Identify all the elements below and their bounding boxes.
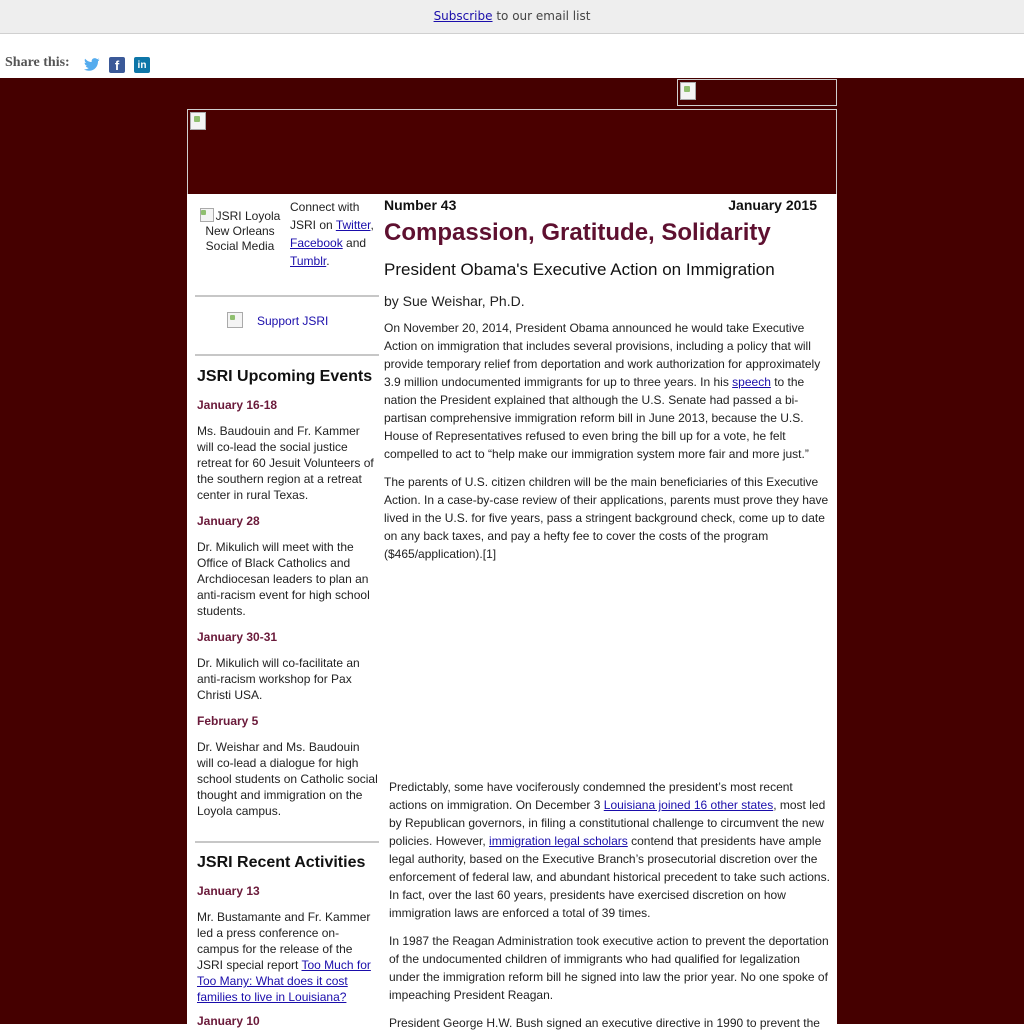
article-byline: by Sue Weishar, Ph.D. (384, 293, 525, 309)
connect-prefix: Connect with JSRI on (290, 200, 360, 232)
header-banner-image (187, 109, 837, 195)
connect-text (290, 198, 380, 270)
connect-suffix: . (326, 254, 330, 268)
paragraph-text: to the nation the President explained that although the U.S. Senate had passed a bi-partisan comprehensive immigration reform bill in June 2013, because the U.S. House of Representatives refused to even bring the bill up for a vote, he felt compelled to act to “help make our immigration system more fair and more just.” (384, 375, 809, 461)
activities-heading: JSRI Recent Activities (197, 854, 366, 871)
event-date: February 5 (197, 714, 259, 728)
article-paragraph: The parents of U.S. citizen children will be the main beneficiaries of this Executive Action. In a case-by-case review of their applications, parents must prove they have lived in the U.S. for five years, pass a stringent background check, come up to date on any back taxes, and pay a hefty fee to cover the costs of the program ($465/application).[1] (384, 475, 829, 561)
twitter-link[interactable]: Twitter (335, 218, 371, 232)
events-heading: JSRI Upcoming Events (197, 368, 373, 385)
facebook-link[interactable]: Facebook (290, 236, 343, 250)
event-text: Ms. Baudouin and Fr. Kammer will co-lead the social justice retreat for 60 Jesuit Volunteers of the southern region at a retreat center in rural Texas. (197, 424, 374, 502)
event-text: Dr. Weishar and Ms. Baudouin will co-lead a dialogue for high school students on Catholic social thought and immigration on the Loyola campus. (197, 740, 378, 818)
broken-image-icon (200, 208, 214, 222)
broken-image-icon (190, 112, 206, 130)
linkedin-icon[interactable]: in (134, 57, 150, 73)
activity-date: January 13 (197, 884, 260, 898)
tumblr-link[interactable]: Tumblr (290, 254, 327, 268)
connect-sep: and (342, 236, 367, 250)
activity-text (197, 909, 379, 1005)
divider (195, 841, 379, 843)
newsletter-content (187, 194, 837, 1030)
event-date: January 28 (197, 514, 260, 528)
event-date: January 16-18 (197, 398, 278, 412)
share-bar (0, 34, 1024, 78)
article-paragraph: In 1987 the Reagan Administration took executive action to prevent the deportation of the undocumented children of immigrants who had qualified for legalization under the immigration reform bill he signed into law the prior year. No one spoke of impeaching President Reagan. (389, 934, 829, 1002)
issue-date: January 2015 (728, 197, 817, 213)
connect-sep: , (370, 218, 374, 232)
subscribe-link[interactable]: Subscribe (433, 9, 493, 23)
divider (195, 354, 379, 356)
paragraph-text: contend that presidents have ample legal authority, based on the Executive Branch’s prosecutorial discretion over the enforcement of federal law, and abundant historical precedent to take such actions. In fact, over the last 60 years, presidents have exercised discretion on how immigration laws are enforced a total of 39 times. (389, 834, 830, 920)
subscribe-text: to our email list (492, 9, 591, 23)
activity-text-body: Mr. Bustamante and Fr. Kammer led a press conference on-campus for the release of the JSRI special report (197, 910, 371, 972)
broken-image-icon (227, 312, 243, 328)
article (384, 194, 836, 1030)
social-media-image[interactable] (199, 208, 281, 254)
paragraph-text: Predictably, some have vociferously condemned the president’s most recent actions on immigration. On December 3 (389, 780, 793, 812)
issue-number: Number 43 (384, 197, 457, 213)
twitter-icon[interactable] (84, 57, 100, 73)
social-image-alt: JSRI Loyola New Orleans Social Media (205, 209, 281, 253)
share-label: Share this: (5, 55, 70, 70)
article-paragraph (389, 778, 831, 922)
article-paragraph: President George H.W. Bush signed an executive directive in 1990 to prevent the (389, 1016, 820, 1030)
article-paragraph (384, 319, 836, 463)
activity-date: January 10 (197, 1014, 260, 1028)
article-title: Compassion, Gratitude, Solidarity (384, 219, 771, 246)
event-date: January 30-31 (197, 630, 278, 644)
legal-scholars-link[interactable]: immigration legal scholars (489, 834, 628, 848)
paragraph-text: , most led by Republican governors, in filing a constitutional challenge to circumvent the new policies. However, (389, 798, 826, 848)
paragraph-text: On November 20, 2014, President Obama announced he would take Executive Action on immigration that includes several provisions, including a policy that will provide temporary relief from deportation and work authorization for approximately 3.9 million undocumented immigrants for up to three years. In his (384, 321, 821, 389)
support-jsri-link[interactable]: Support JSRI (257, 314, 329, 328)
subscribe-bar (0, 0, 1024, 34)
event-text: Dr. Mikulich will meet with the Office of Black Catholics and Archdiocesan leaders to plan an anti-racism event for high school students. (197, 540, 370, 618)
report-link[interactable]: Too Much for Too Many: What does it cost families to live in Louisiana? (197, 958, 371, 1004)
support-jsri[interactable] (227, 312, 328, 330)
event-text: Dr. Mikulich will co-facilitate an anti-racism workshop for Pax Christi USA. (197, 656, 360, 702)
divider (195, 295, 379, 297)
louisiana-lawsuit-link[interactable]: Louisiana joined 16 other states (603, 798, 774, 812)
top-banner-image (677, 79, 837, 106)
speech-link[interactable]: speech (732, 375, 771, 389)
sidebar (187, 194, 381, 1028)
facebook-icon[interactable]: f (109, 57, 125, 73)
broken-image-icon (680, 82, 696, 100)
article-subtitle: President Obama's Executive Action on Immigration (384, 260, 775, 279)
